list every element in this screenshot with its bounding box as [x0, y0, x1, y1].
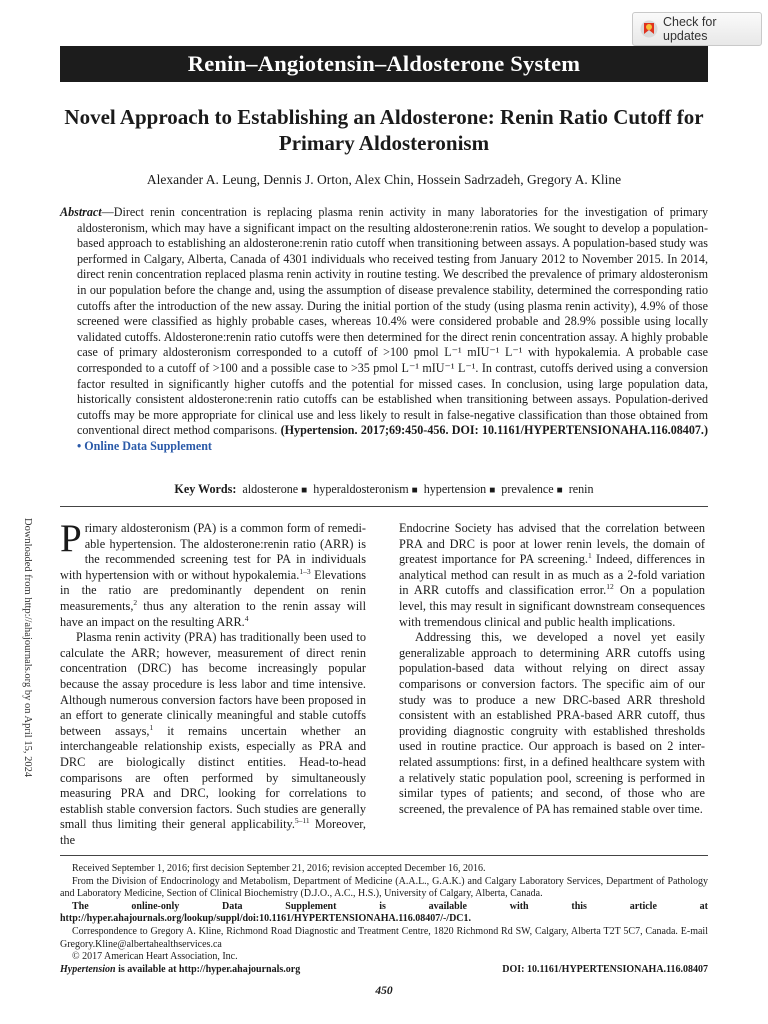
- page-number: 450: [375, 985, 393, 997]
- separator-square-icon: ■: [489, 485, 496, 496]
- journal-url[interactable]: is available at http://hyper.ahajournals.org: [115, 964, 301, 975]
- abstract-label: Abstract: [60, 205, 102, 219]
- citation-ref[interactable]: 12: [606, 582, 614, 592]
- paragraph: Addressing this, we developed a novel yet easily generalizable approach to determining ARR cutoffs using population-based data without relying on direct assay comparisons or conversion factors. The specific aim of our study was to produce a new DRC-based ARR threshold consistent with an established PRA-based ARR cutoff, thus providing diagnostic congruity with established thresholds used in routine practice. Our approach is based on 2 inter-related assumptions: first, in a defined healthcare system with a relatively static population pool, screening is performed in similar types of patients; and second, of those who are screened, the prevalence of PA has remained stable over time.: [399, 630, 705, 816]
- separator-square-icon: ■: [556, 485, 563, 496]
- abstract: [60, 205, 708, 455]
- section-banner: [60, 46, 708, 82]
- keyword: hyperaldosteronism: [313, 482, 409, 496]
- citation-ref[interactable]: 2: [133, 597, 138, 607]
- abstract-citation: (Hypertension. 2017;69:450-456. DOI: 10.1161/HYPERTENSIONAHA.116.08407.): [280, 423, 708, 438]
- text-run: it remains uncertain whether an interchangeable relationship exists, especially as PRA and DRC are biologically distinct entities. Head-to-head comparisons are often performed by simultaneously measuring PRA and DRC, looking for correlations to establish stable conversion factors. Such studies are generally small thus limiting their general applicability.: [60, 723, 366, 832]
- footnotes: [60, 863, 708, 964]
- keywords: [60, 481, 708, 499]
- copyright: © 2017 American Heart Association, Inc.: [72, 951, 238, 963]
- section-banner-label: Renin–Angiotensin–Aldosterone System: [187, 51, 581, 76]
- separator-square-icon: ■: [301, 485, 308, 496]
- paragraph: [399, 521, 705, 630]
- text-run: rimary aldosteronism (PA) is a common form of remedi- able hypertension. The aldosterone:renin ratio (ARR) is the recommended screening test for PA in individuals with hypertension with or without hypokalemia.: [60, 521, 366, 582]
- journal-footer: [60, 963, 708, 976]
- drop-cap: P: [60, 517, 82, 560]
- online-data-supplement-link[interactable]: Online Data Supplement: [84, 438, 212, 453]
- text-run: Plasma renin activity (PRA) has traditionally been used to calculate the ARR; however, measurement of direct renin concentration (DRC) has become increasingly popular because the assay procedure is less labor and time intensive. Although numerous conversion factors have been proposed in an effort to generate clinically meaningful and stable cutoffs between assays,: [60, 630, 366, 738]
- journal-availability: [60, 963, 300, 976]
- keywords-label: Key Words:: [174, 482, 237, 496]
- received-dates: Received September 1, 2016; first decision September 21, 2016; revision accepted December 16, 2016.: [72, 863, 486, 874]
- affiliations: From the Division of Endocrinology and Metabolism, Department of Medicine (A.A.L., G.A.K.) and Calgary Laboratory Services, Department of Pathology and Laboratory Medicine, Section of Clinical Biochemistry (D.J.O., A.C., H.S.), University of Calgary, Alberta, Canada.: [60, 875, 708, 900]
- journal-name: Hypertension: [60, 964, 116, 975]
- supplement-note[interactable]: The online-only Data Supplement is available with this article at http://hyper.ahajournals.org/lookup/suppl/doi:10.1161/HYPERTENSIONAHA.116.08407/-/DC1.: [60, 900, 708, 925]
- check-for-updates-label: Check for updates: [663, 15, 717, 43]
- author-list: Alexander A. Leung, Dennis J. Orton, Alex Chin, Hossein Sadrzadeh, Gregory A. Kline: [146, 172, 622, 187]
- citation-ref[interactable]: 4: [244, 613, 249, 623]
- paragraph: [60, 517, 367, 630]
- check-for-updates-button[interactable]: [632, 12, 762, 46]
- keyword: renin: [568, 482, 594, 496]
- citation-ref[interactable]: 1–3: [299, 566, 311, 576]
- body-column-right: [399, 521, 705, 817]
- correspondence: Correspondence to Gregory A. Kline, Richmond Road Diagnostic and Treatment Centre, 1820 Richmond Rd SW, Calgary, Alberta T2T 5C7, Canada. E-mail Gregory.Kline@albertahealthservices.ca: [60, 925, 708, 950]
- citation-ref[interactable]: 1: [588, 551, 592, 561]
- crossmark-icon: [640, 18, 658, 40]
- footer-doi: DOI: 10.1161/HYPERTENSIONAHA.116.08407: [502, 964, 708, 975]
- text-run: On a population level, this may result in significant downstream consequences with tremendous clinical and public health implications.: [399, 583, 705, 629]
- keyword: aldosterone: [242, 482, 299, 496]
- divider: [60, 506, 708, 507]
- text-run: Endocrine Society has advised that the correlation between PRA and DRC is poor at lower renin levels, the domain of greatest importance for PA screening.: [399, 521, 705, 567]
- text-run: Indeed, differences in analytical method can result in as much as a 2-fold variation in ARR cutoffs and classification error.: [399, 552, 705, 598]
- text-run: thus any alteration to the renin assay will have an impact on the resulting ARR.: [60, 598, 366, 629]
- keyword: prevalence: [501, 482, 554, 496]
- separator-square-icon: ■: [411, 485, 418, 496]
- citation-ref[interactable]: 1: [149, 722, 154, 732]
- text-run: Moreover, the: [60, 817, 366, 847]
- text-run: Elevations in the ratio are predominantly dependent on renin measurements,: [60, 567, 367, 613]
- citation-ref[interactable]: 5–11: [294, 816, 310, 826]
- divider: [60, 855, 708, 856]
- article-title: Novel Approach to Establishing an Aldosterone: Renin Ratio Cutoff for Primary Aldosteronism: [64, 105, 704, 155]
- abstract-text: —Direct renin concentration is replacing plasma renin activity in many laboratories for the investigation of primary aldosteronism, which may have a significant impact on the resulting aldosterone:renin ratios. We sought to develop a population-based approach to establishing an aldosterone:renin ratio cutoff when transitioning between assays. A population-based study was performed in Calgary, Alberta, Canada of 4301 individuals who received testing from January 2012 to November 2015. In 2014, direct renin concentration replaced plasma renin activity in routine testing. We described the prevalence of primary aldosteronism in our population before the change and, using the assumption of disease prevalence stability, determined the corresponding ratio cutoffs after the introduction of the new assay. During the initial portion of the study (using plasma renin activity), 4.9% of those screened were classified as highly probable cases, whereas 10.4% were considered probable and 28.9% possible using locally validated cutoffs. Aldosterone:renin ratio cutoffs were then determined for the direct renin concentration assay. A highly probable case of primary aldosteronism corresponded to a cutoff of >100 pmol L⁻¹ mIU⁻¹ L⁻¹ with hypokalemia. A probable case corresponded to a cutoff of >100 and a possible case to >35 pmol L⁻¹ mIU⁻¹ L⁻¹. In contrast, cutoffs derived using a conversion factor resulted in significantly higher cutoffs and the potential for missed cases. In conclusion, using large population data, historically consistent aldosterone:renin ratio cutoffs can be established when transitioning between assays. Population-derived cutoffs may be more appropriate for clinical use and less likely to result in false-negative classification than those obtained from conventional direct method comparisons.: [77, 205, 708, 438]
- keyword: hypertension: [423, 482, 487, 496]
- body-column-left: [60, 517, 367, 848]
- bullet-icon: •: [77, 438, 82, 453]
- paragraph: [60, 630, 366, 848]
- download-note: Downloaded from http://ahajournals.org by on April 15, 2024: [22, 518, 33, 778]
